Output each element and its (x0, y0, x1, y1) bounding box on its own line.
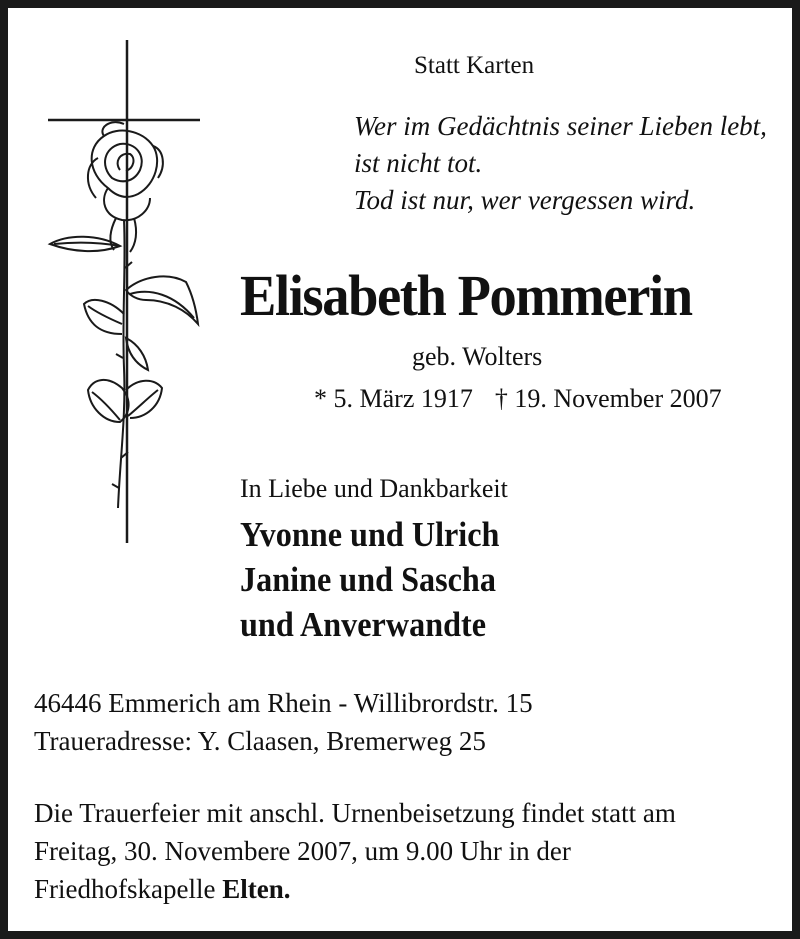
cross-and-rose-illustration (38, 38, 208, 548)
service-line (34, 870, 676, 908)
rose-icon (50, 122, 198, 508)
mourner-name: und Anverwandte (240, 605, 487, 644)
memorial-quote (354, 108, 767, 219)
service-line: Die Trauerfeier mit anschl. Urnenbeisetzung findet statt am (34, 798, 676, 828)
maiden-name: geb. Wolters (412, 342, 543, 371)
mourning-address-line: Traueradresse: Y. Claasen, Bremerweg 25 (34, 726, 486, 756)
mourners-list (240, 512, 499, 647)
death-date: † 19. November 2007 (494, 384, 722, 413)
deceased-name: Elisabeth Pommerin (240, 263, 692, 328)
quote-line: Wer im Gedächtnis seiner Lieben lebt, (354, 111, 767, 141)
quote-line: ist nicht tot. (354, 148, 483, 178)
birth-date: * 5. März 1917 (314, 384, 473, 413)
header-statt-karten: Statt Karten (414, 52, 535, 79)
service-info (34, 794, 676, 908)
service-place: Elten. (222, 874, 291, 904)
mourners-intro: In Liebe und Dankbarkeit (240, 474, 508, 503)
address-line: 46446 Emmerich am Rhein - Willibrordstr. 15 (34, 688, 533, 718)
life-dates (314, 384, 722, 414)
mourner-name: Janine und Sascha (240, 560, 496, 599)
service-location: Friedhofskapelle (34, 874, 216, 904)
mourner-name: Yvonne und Ulrich (240, 515, 500, 554)
service-line: Freitag, 30. Novembere 2007, um 9.00 Uhr in der (34, 836, 571, 866)
address-block (34, 684, 533, 760)
quote-line: Tod ist nur, wer vergessen wird. (354, 185, 696, 215)
